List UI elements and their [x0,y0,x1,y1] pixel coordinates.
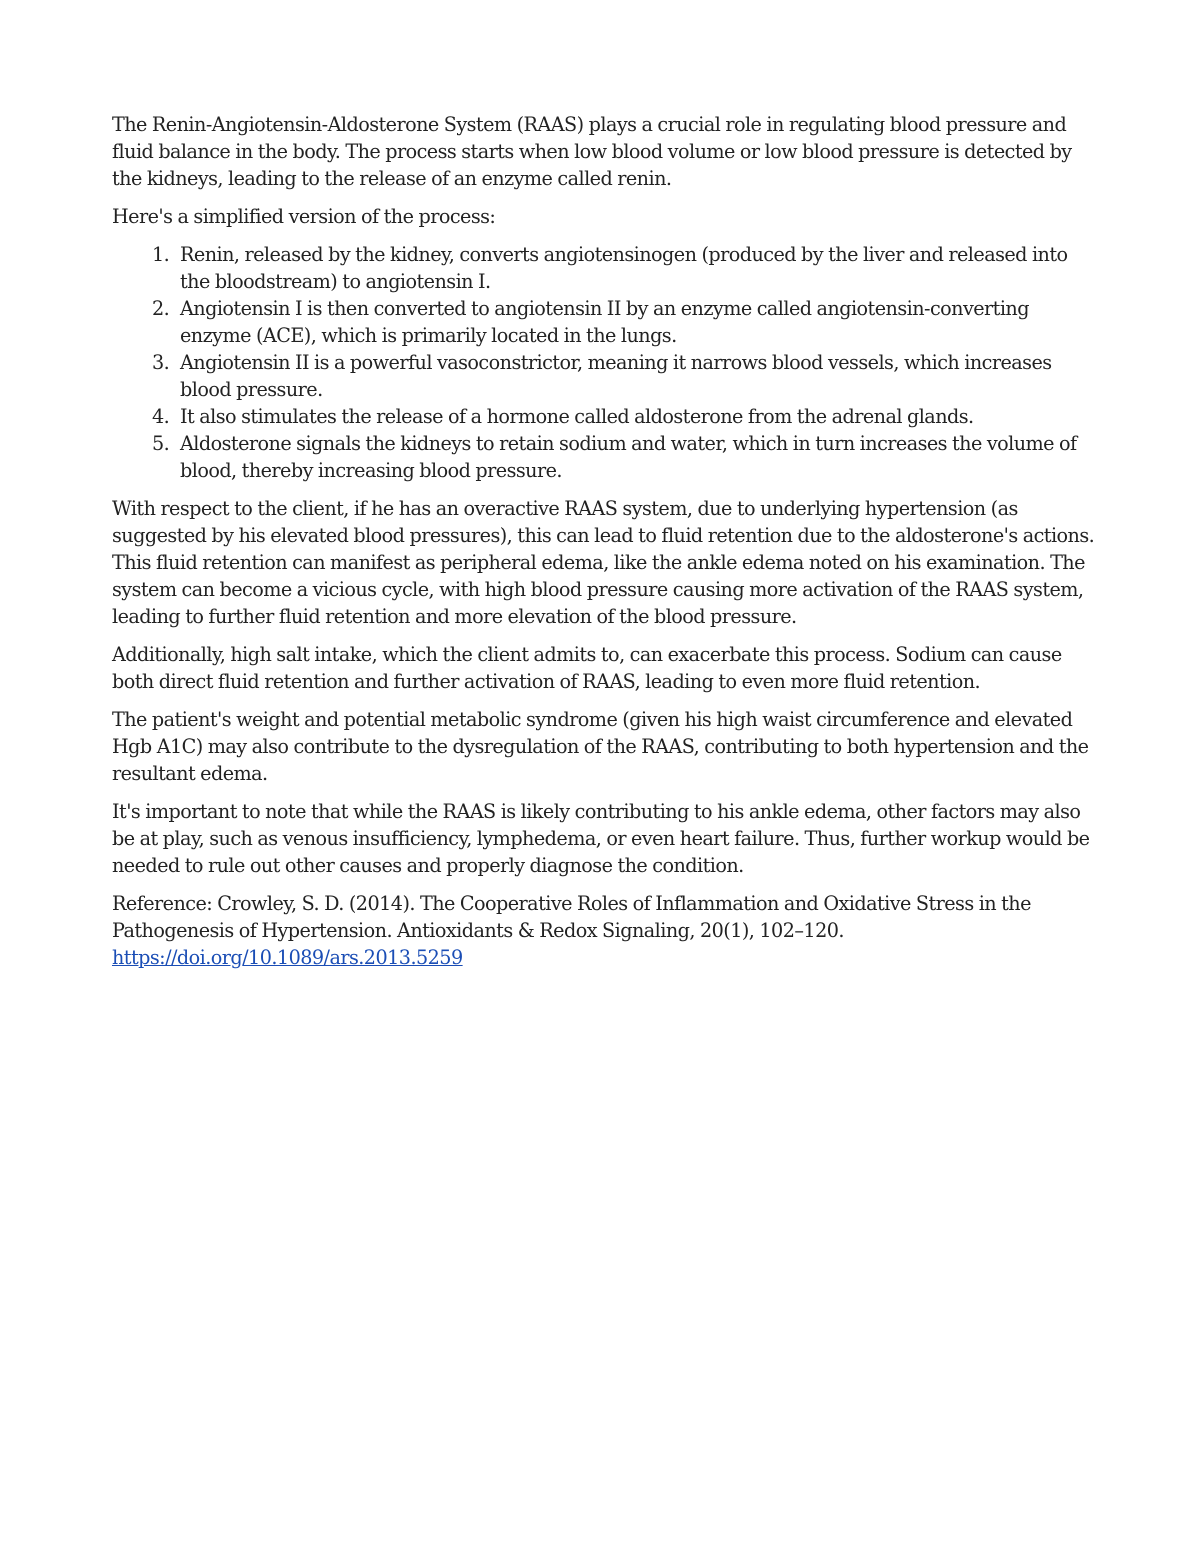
step-number: 2. [152,297,170,320]
doi-link[interactable]: https://doi.org/10.1089/ars.2013.5259 [112,946,463,969]
list-item [152,241,1102,295]
steps-heading: Here's a simplified version of the process: [112,205,496,228]
step-number: 5. [152,432,170,455]
list-item [152,430,1102,484]
step-number: 4. [152,405,170,428]
metabolic-paragraph: The patient's weight and potential metabolic syndrome (given his high waist circumference and elevated Hgb A1C) may also contribute to the dysregulation of the RAAS, contributing to both hypertension and the resultant edema. [112,708,1089,785]
other-factors-paragraph: It's important to note that while the RAAS is likely contributing to his ankle edema, other factors may also be at play, such as venous insufficiency, lymphedema, or even heart failure. Thus, further workup would be needed to rule out other causes and properly diagnose the condition. [112,800,1090,877]
step-number: 1. [152,243,170,266]
document-page [112,111,1102,982]
step-number: 3. [152,351,170,374]
step-text: Angiotensin II is a powerful vasoconstrictor, meaning it narrows blood vessels, which increases blood pressure. [180,351,1052,401]
step-text: It also stimulates the release of a hormone called aldosterone from the adrenal glands. [180,405,974,428]
step-text: Angiotensin I is then converted to angiotensin II by an enzyme called angiotensin-converting enzyme (ACE), which is primarily located in the lungs. [180,297,1029,347]
client-paragraph: With respect to the client, if he has an overactive RAAS system, due to underlying hypertension (as suggested by his elevated blood pressures), this can lead to fluid retention due to the aldosterone's actions. This fluid retention can manifest as peripheral edema, like the ankle edema noted on his examination. The system can become a vicious cycle, with high blood pressure causing more activation of the RAAS system, leading to further fluid retention and more elevation of the blood pressure. [112,497,1095,628]
list-item [152,295,1102,349]
salt-paragraph: Additionally, high salt intake, which the client admits to, can exacerbate this process. Sodium can cause both direct fluid retention and further activation of RAAS, leading to even more fluid retention. [112,643,1062,693]
step-text: Renin, released by the kidney, converts angiotensinogen (produced by the liver and released into the bloodstream) to angiotensin I. [180,243,1068,293]
reference-text: Reference: Crowley, S. D. (2014). The Cooperative Roles of Inflammation and Oxidative Stress in the Pathogenesis of Hypertension. Antioxidants & Redox Signaling, 20(1), 102–120. [112,892,1031,942]
reference-paragraph [112,890,1102,971]
process-steps-list [112,241,1102,484]
intro-paragraph: The Renin-Angiotensin-Aldosterone System (RAAS) plays a crucial role in regulating blood pressure and fluid balance in the body. The process starts when low blood volume or low blood pressure is detected by the kidneys, leading to the release of an enzyme called renin. [112,113,1072,190]
step-text: Aldosterone signals the kidneys to retain sodium and water, which in turn increases the volume of blood, thereby increasing blood pressure. [180,432,1077,482]
list-item [152,349,1102,403]
list-item [152,403,1102,430]
